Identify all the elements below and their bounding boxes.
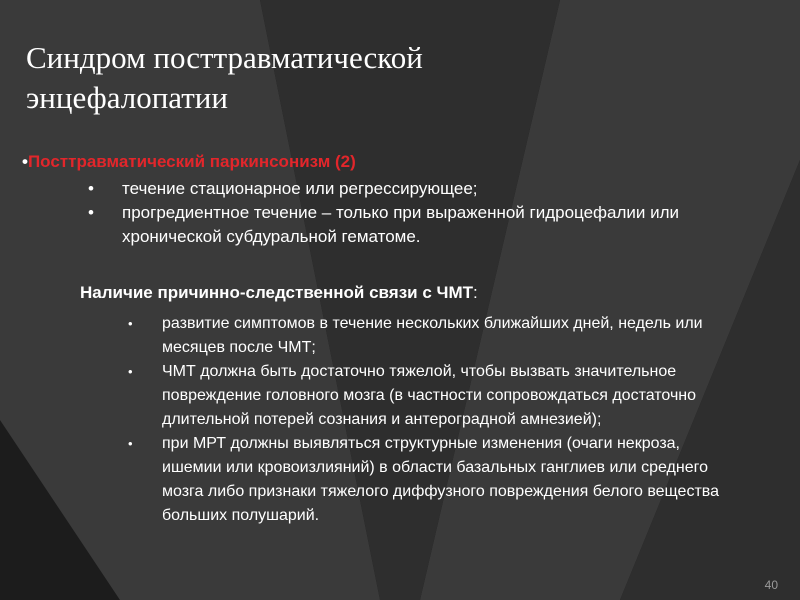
title-line-1: Синдром посттравматической [26,40,423,75]
list-item-text: развитие симптомов в течение нескольких ближайших дней, недель или месяцев после ЧМТ; [162,315,703,356]
list-item-text: при МРТ должны выявляться структурные изменения (очаги некроза, ишемии или кровоизлияний) в области базальных ганглиев или среднего мозга либо признаки тяжелого диффузного повреждения белого вещества больших полушарий. [162,435,719,524]
heading-text: Посттравматический паркинсонизм (2) [27,152,356,171]
causality-heading-colon: : [472,283,478,302]
list-item [0,432,722,528]
heading-bullet: • [22,152,28,171]
bullet-icon: • [88,179,94,198]
list-item-text: прогредиентное течение – только при выраженной гидроцефалии или хронической субдуральной гематоме. [122,203,680,246]
causality-heading-text: Наличие причинно-следственной связи с ЧМТ [80,283,473,302]
section-heading [22,150,356,174]
list-item-text: течение стационарное или регрессирующее; [122,179,478,198]
list-item [0,201,682,249]
slide-title [26,38,766,118]
list-item [0,177,682,201]
list-item-text: ЧМТ должна быть достаточно тяжелой, чтобы вызвать значительное повреждение головного мозга (в частности сопровождаться достаточно длительной потерей сознания и антероградной амнезией); [162,363,697,428]
title-line-2: энцефалопатии [26,80,228,115]
causality-heading [80,281,478,305]
bullet-icon: • [128,364,133,379]
list-item [0,360,722,432]
bullet-icon: • [128,316,133,331]
bullet-icon: • [88,203,94,222]
criteria-list [0,312,800,528]
list-item [0,312,722,360]
course-list [0,177,800,249]
page-number: 40 [764,578,778,592]
bullet-icon: • [128,436,133,451]
